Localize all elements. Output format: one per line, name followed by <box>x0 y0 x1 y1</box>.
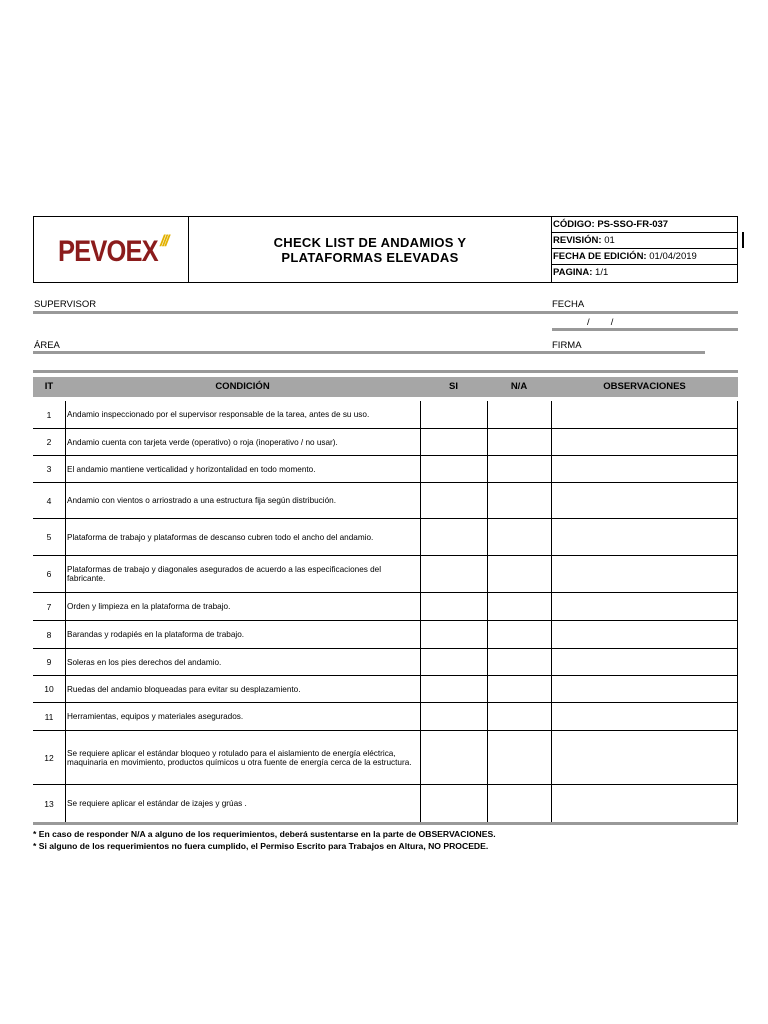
table-row <box>33 556 738 593</box>
observaciones-cell[interactable] <box>551 519 738 555</box>
na-cell[interactable] <box>487 649 551 675</box>
fecha-label: FECHA <box>552 299 585 310</box>
row-condition: El andamio mantiene verticalidad y horizontalidad en todo momento. <box>65 456 420 482</box>
si-cell[interactable] <box>420 429 487 455</box>
header-observaciones: OBSERVACIONES <box>603 381 686 392</box>
company-logo <box>56 229 174 273</box>
na-cell[interactable] <box>487 483 551 518</box>
row-number: 9 <box>46 657 52 667</box>
table-row <box>33 519 738 556</box>
observaciones-cell[interactable] <box>551 456 738 482</box>
table-row <box>33 703 738 731</box>
na-cell[interactable] <box>487 703 551 730</box>
supervisor-line[interactable] <box>33 311 738 314</box>
row-condition: Soleras en los pies derechos del andamio. <box>65 649 420 675</box>
observaciones-cell[interactable] <box>551 649 738 675</box>
meta-fecha-edicion: FECHA DE EDICIÓN: 01/04/2019 <box>552 249 737 265</box>
table-row <box>33 676 738 703</box>
meta-pagina: PAGINA: 1/1 <box>553 267 609 278</box>
si-cell[interactable] <box>420 519 487 555</box>
row-number: 2 <box>46 437 52 447</box>
margin-mark <box>742 232 744 248</box>
meta-cell <box>552 217 737 282</box>
logo-mark: /// <box>160 233 168 250</box>
table-row <box>33 429 738 456</box>
header-condicion: CONDICIÓN <box>215 381 270 392</box>
row-condition: Orden y limpieza en la plataforma de trabajo. <box>65 593 420 620</box>
table-row <box>33 731 738 785</box>
row-condition: Andamio cuenta con tarjeta verde (operativo) o roja (inoperativo / no usar). <box>65 429 420 455</box>
area-line[interactable] <box>33 351 705 354</box>
table-row <box>33 621 738 649</box>
si-cell[interactable] <box>420 483 487 518</box>
row-number: 8 <box>46 629 52 640</box>
na-cell[interactable] <box>487 429 551 455</box>
row-number: 3 <box>46 464 52 474</box>
table-bottom-rule <box>33 822 738 825</box>
observaciones-cell[interactable] <box>551 703 738 730</box>
row-condition: Andamio inspeccionado por el supervisor responsable de la tarea, antes de su uso. <box>65 401 420 428</box>
header-it: IT <box>44 381 54 392</box>
row-number: 10 <box>44 684 54 694</box>
si-cell[interactable] <box>420 785 487 822</box>
meta-revision: REVISIÓN: 01 <box>552 233 737 249</box>
logo-cell <box>34 217 189 282</box>
fecha-line[interactable] <box>552 328 738 331</box>
observaciones-cell[interactable] <box>551 401 738 428</box>
na-cell[interactable] <box>487 556 551 592</box>
row-number: 1 <box>46 409 52 420</box>
si-cell[interactable] <box>420 649 487 675</box>
row-number: 7 <box>46 601 52 612</box>
row-number: 4 <box>46 495 52 506</box>
header-na: N/A <box>510 381 528 392</box>
observaciones-cell[interactable] <box>551 621 738 648</box>
na-cell[interactable] <box>487 785 551 822</box>
row-condition: Se requiere aplicar el estándar bloqueo y rotulado para el aislamiento de energía eléctrica, maquinaria en movimiento, productos químicos u otra fuente de energía cerca de la estructura. <box>65 731 420 784</box>
si-cell[interactable] <box>420 676 487 702</box>
si-cell[interactable] <box>420 401 487 428</box>
table-row <box>33 785 738 822</box>
logo-text: PEVOEX <box>58 235 158 268</box>
document-title: CHECK LIST DE ANDAMIOS Y PLATAFORMAS ELEVADAS <box>273 234 467 265</box>
observaciones-cell[interactable] <box>551 593 738 620</box>
row-condition: Herramientas, equipos y materiales asegurados. <box>65 703 420 730</box>
na-cell[interactable] <box>487 593 551 620</box>
firma-label: FIRMA <box>552 340 582 351</box>
si-cell[interactable] <box>420 456 487 482</box>
note-permiso: * Si alguno de los requerimientos no fuera cumplido, el Permiso Escrito para Trabajos en Altura, NO PROCEDE. <box>33 841 489 851</box>
na-cell[interactable] <box>487 456 551 482</box>
table-top-rule <box>33 370 738 373</box>
row-condition: Andamio con vientos o arriostrado a una estructura fija según distribución. <box>65 483 420 518</box>
row-condition: Plataformas de trabajo y diagonales asegurados de acuerdo a las especificaciones del fabricante. <box>65 556 420 592</box>
fecha-slashes: / / <box>587 317 614 328</box>
area-label: ÁREA <box>34 340 60 351</box>
table-row <box>33 456 738 483</box>
si-cell[interactable] <box>420 621 487 648</box>
si-cell[interactable] <box>420 556 487 592</box>
row-number: 12 <box>44 752 54 763</box>
observaciones-cell[interactable] <box>551 429 738 455</box>
row-number: 6 <box>46 569 52 579</box>
table-header <box>33 377 738 397</box>
table-row <box>33 483 738 519</box>
note-na: * En caso de responder N/A a alguno de los requerimientos, deberá sustentarse en la parte de OBSERVACIONES. <box>33 829 496 839</box>
observaciones-cell[interactable] <box>551 556 738 592</box>
na-cell[interactable] <box>487 731 551 784</box>
si-cell[interactable] <box>420 731 487 784</box>
document-header <box>33 216 738 283</box>
observaciones-cell[interactable] <box>551 731 738 784</box>
row-number: 11 <box>44 711 54 722</box>
row-number: 13 <box>44 798 54 809</box>
table-row <box>33 649 738 676</box>
table-row <box>33 401 738 429</box>
row-condition: Plataforma de trabajo y plataformas de descanso cubren todo el ancho del andamio. <box>65 519 420 555</box>
na-cell[interactable] <box>487 401 551 428</box>
row-condition: Se requiere aplicar el estándar de izajes y grúas . <box>65 785 420 822</box>
table-row <box>33 593 738 621</box>
na-cell[interactable] <box>487 676 551 702</box>
meta-codigo: CÓDIGO: PS-SSO-FR-037 <box>552 217 737 233</box>
observaciones-cell[interactable] <box>551 785 738 822</box>
observaciones-cell[interactable] <box>551 676 738 702</box>
si-cell[interactable] <box>420 703 487 730</box>
row-number: 5 <box>46 532 52 542</box>
si-cell[interactable] <box>420 593 487 620</box>
row-condition: Barandas y rodapiés en la plataforma de trabajo. <box>65 621 420 648</box>
supervisor-label: SUPERVISOR <box>34 299 97 310</box>
observaciones-cell[interactable] <box>551 483 738 518</box>
na-cell[interactable] <box>487 519 551 555</box>
row-condition: Ruedas del andamio bloqueadas para evitar su desplazamiento. <box>65 676 420 702</box>
header-si: SI <box>449 381 458 392</box>
na-cell[interactable] <box>487 621 551 648</box>
title-cell <box>189 217 552 282</box>
